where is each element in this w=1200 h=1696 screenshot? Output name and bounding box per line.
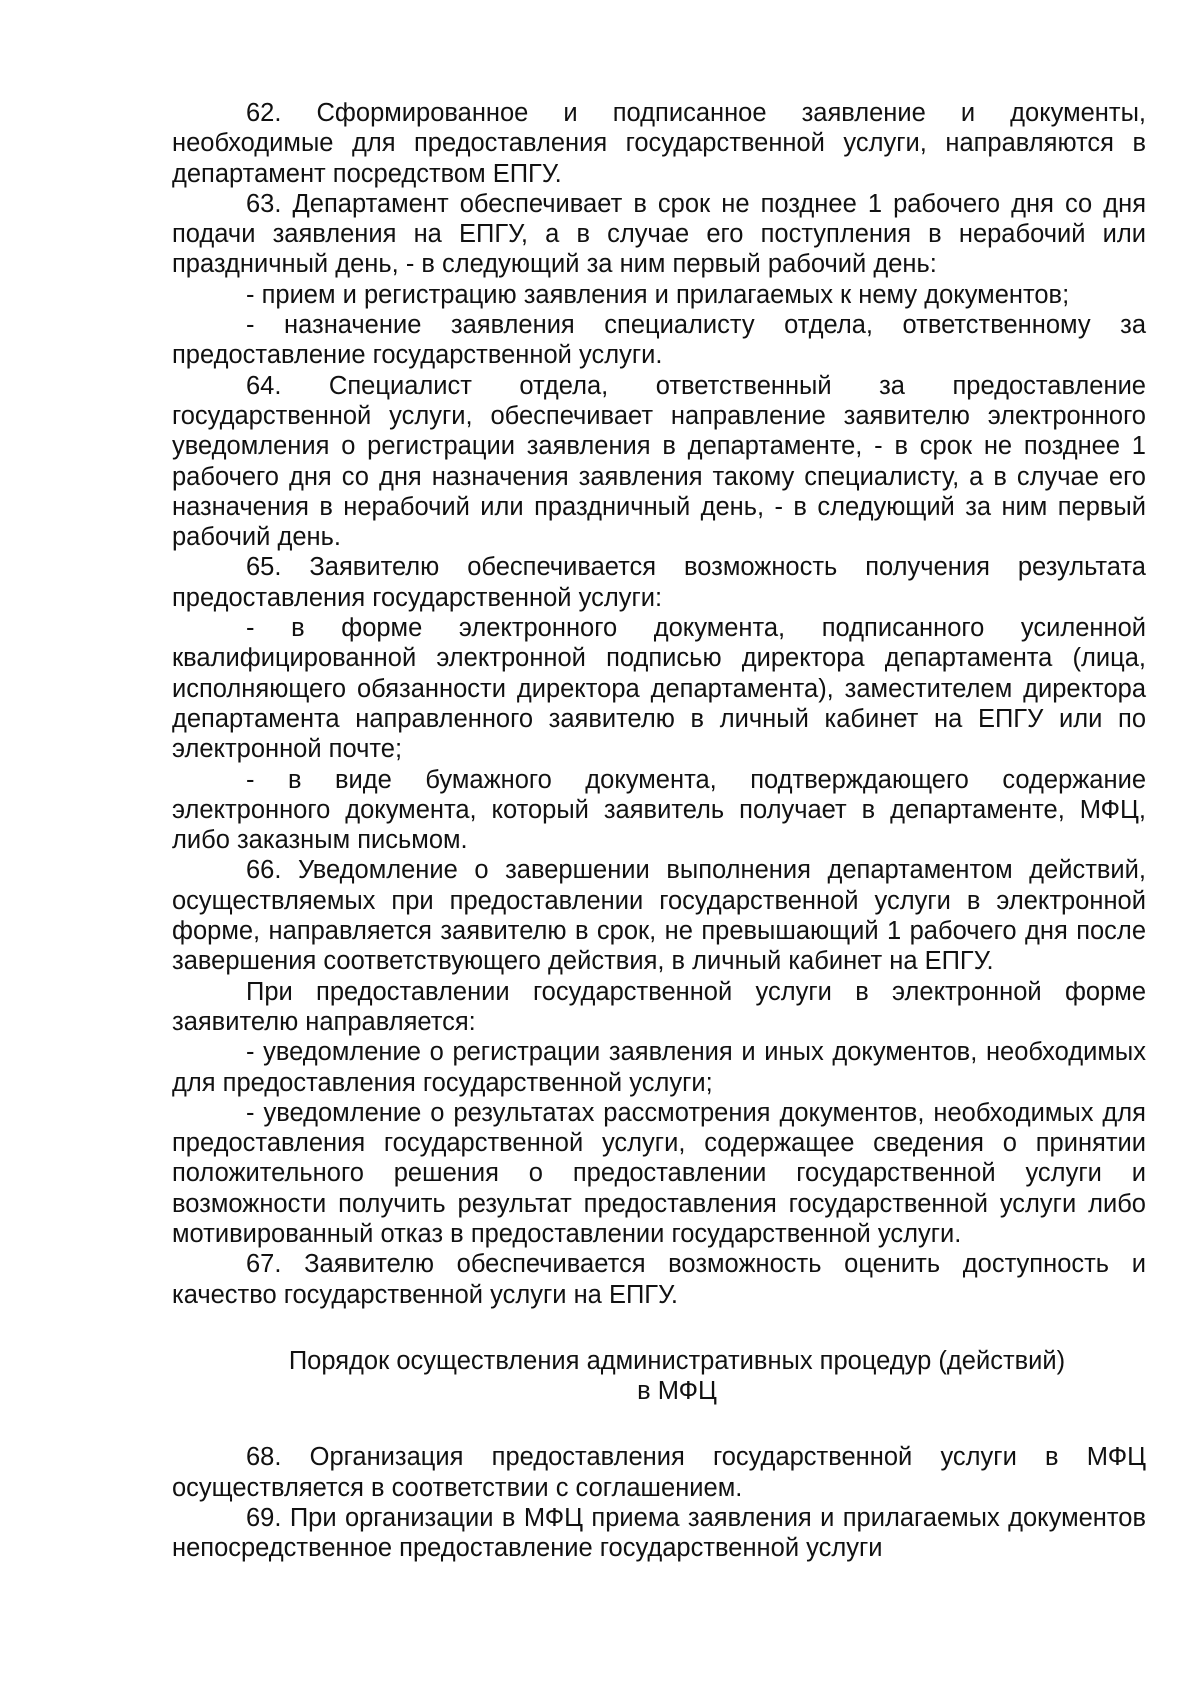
list-item-reception: - прием и регистрацию заявления и прилагаемых к нему документов; [246, 280, 1070, 309]
section-heading [172, 1346, 1146, 1407]
paragraph-66-notifications-intro: При предоставлении государственной услуги в электронной форме заявителю направляется: [172, 977, 1146, 1036]
list-item-electronic-document: - в форме электронного документа, подписанного усиленной квалифицированной электронной подписью директора департамента (лица, исполняющего обязанности директора департамента), заместителем директора департамента направленного заявителю в личный кабинет на ЕПГУ или по электронной почте; [172, 614, 1146, 764]
list-item-registration-notice: - уведомление о регистрации заявления и иных документов, необходимых для предоставления государственной услуги; [172, 1038, 1146, 1097]
list-item-review-results-notice: - уведомление о результатах рассмотрения документов, необходимых для предоставления государственной услуги, содержащее сведения о принятии положительного решения о предоставлении государственной услуги и возможности получить результат предоставления государственной услуги либо мотивированный отказ в предоставлении государственной услуги. [172, 1098, 1146, 1248]
list-item-paper-document: - в виде бумажного документа, подтверждающего содержание электронного документа, который заявитель получает в департаменте, МФЦ, либо заказным письмом. [172, 765, 1146, 855]
paragraph-68: 68. Организация предоставления государственной услуги в МФЦ осуществляется в соответствии с соглашением. [172, 1443, 1146, 1502]
paragraph-65: 65. Заявителю обеспечивается возможность получения результата предоставления государственной услуги: [172, 553, 1146, 612]
paragraph-69: 69. При организации в МФЦ приема заявления и прилагаемых документов непосредственное предоставление государственной услуги [172, 1504, 1146, 1563]
paragraph-62: 62. Сформированное и подписанное заявление и документы, необходимые для предоставления государственной услуги, направляются в департамент посредством ЕПГУ. [172, 99, 1146, 188]
list-item-assignment: - назначение заявления специалисту отдела, ответственному за предоставление государственной услуги. [172, 311, 1146, 370]
paragraph-67: 67. Заявителю обеспечивается возможность оценить доступность и качество государственной услуги на ЕПГУ. [172, 1250, 1146, 1309]
section-heading-line-2: в МФЦ [637, 1377, 717, 1406]
section-heading-line-1: Порядок осуществления административных процедур (действий) [288, 1346, 1066, 1375]
paragraph-63: 63. Департамент обеспечивает в срок не позднее 1 рабочего дня со дня подачи заявления на ЕПГУ, а в случае его поступления в нерабочий или праздничный день, - в следующий за ним первый рабочий день: [172, 189, 1146, 279]
paragraph-64: 64. Специалист отдела, ответственный за предоставление государственной услуги, обеспечивает направление заявителю электронного уведомления о регистрации заявления в департаменте, - в срок не позднее 1 рабочего дня со дня назначения заявления такому специалисту, а в случае его назначения в нерабочий или праздничный день, - в следующий за ним первый рабочий день. [172, 371, 1146, 552]
document-body [172, 98, 1146, 1564]
paragraph-66: 66. Уведомление о завершении выполнения департаментом действий, осуществляемых при предоставлении государственной услуги в электронной форме, направляется заявителю в срок, не превышающий 1 рабочего дня после завершения соответствующего действия, в личный кабинет на ЕПГУ. [172, 856, 1146, 976]
